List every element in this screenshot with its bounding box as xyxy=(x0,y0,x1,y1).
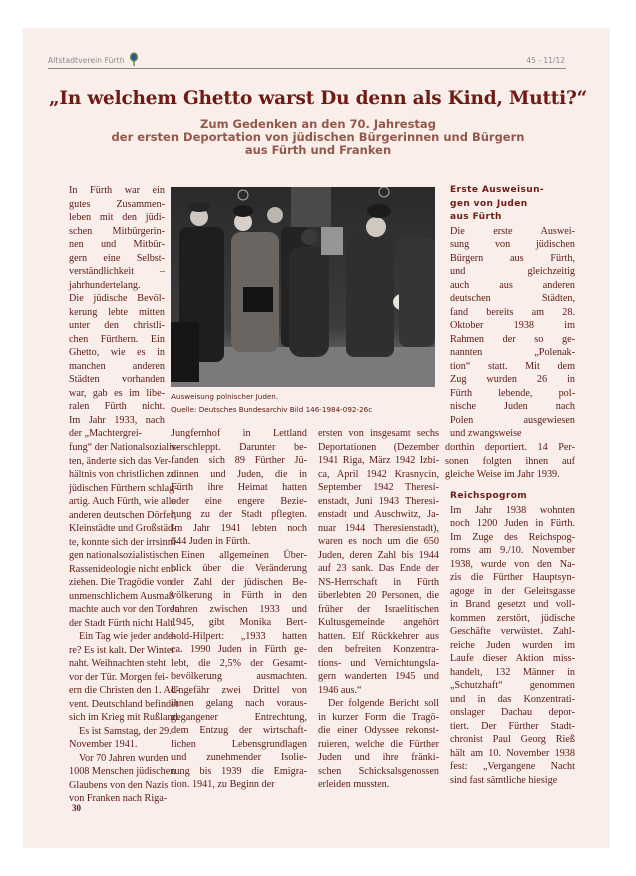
text-line: sind fast sämtliche hiesige xyxy=(450,774,558,786)
heading-line: gen von Juden xyxy=(450,198,528,209)
text-line: 1946 aus.“ xyxy=(318,684,362,696)
text-line: Im Jahr 1933, nach xyxy=(69,414,165,426)
text-line: ruieren, welche die Fürther xyxy=(318,738,439,750)
text-line: bevölkerung ausmachten. xyxy=(171,671,307,682)
text-line: hältnis von christlichen zu xyxy=(69,469,177,480)
text-line: vor der Tür. Morgen fei- xyxy=(69,671,169,683)
text-line: völkerung in Fürth in den xyxy=(171,590,307,601)
text-line: erleiden mussten. xyxy=(318,779,390,790)
text-line: oder eine engere Bezie- xyxy=(171,495,307,507)
text-line: Geschäfte verwüstet. Zahl- xyxy=(450,626,575,637)
heading-line: Erste Ausweisun- xyxy=(450,185,545,195)
text-line: Fürth ihre Heimat hatten xyxy=(171,482,307,493)
text-line: gleiche Weise im Jahr 1939. xyxy=(445,469,560,480)
paragraph xyxy=(69,752,176,806)
text-line: vent. Deutschland befindet xyxy=(69,698,179,710)
text-line: dorthin deportiert. 14 Per- xyxy=(445,442,575,453)
text-line: Im Zuge des Reichspog- xyxy=(450,531,575,543)
text-line: Vor 70 Jahren wurden xyxy=(79,752,169,764)
page-number: 30 xyxy=(72,803,81,813)
heading-line: aus Fürth xyxy=(450,212,502,222)
text-line: Kleinstädte und Großstäd- xyxy=(69,523,177,534)
text-line: nuar 1944 Theresienstadt), xyxy=(318,522,439,534)
article-subtitle xyxy=(30,118,606,157)
text-line: roms am 9./10. November xyxy=(450,545,575,556)
text-line: ern die Christen den 1. Ad- xyxy=(69,685,180,696)
text-line: Jahren zwischen 1933 und xyxy=(171,603,307,615)
text-line: nannten „Polenak- xyxy=(450,347,575,358)
text-line: fest: „Vergangene Nacht xyxy=(450,761,575,772)
text-line: Laufe dieser Aktion miss- xyxy=(450,653,575,664)
text-line: leben mit den jüdi- xyxy=(69,212,165,223)
tree-icon xyxy=(129,52,139,66)
text-line: sich im Krieg mit Rußland. xyxy=(69,712,181,723)
text-line: Oktober 1938 im xyxy=(450,320,575,331)
text-line: und gleichzeitig xyxy=(450,266,575,277)
text-line: NS-Herrschaft in Fürth xyxy=(318,576,439,588)
text-line: anderen deutschen Dörfer, xyxy=(69,509,177,521)
text-line: Ein Tag wie jeder ande- xyxy=(79,631,176,642)
text-line: verständlichkeit – xyxy=(69,266,165,277)
text-line: Fürth lebende, pol- xyxy=(450,387,575,399)
text-line: auch aus anderen xyxy=(450,279,575,291)
text-line: ralen Fürth nicht. xyxy=(69,401,165,412)
text-line: handelt, 132 Männer in xyxy=(450,666,575,678)
text-line: zis die Fürther Hauptsyn- xyxy=(450,572,575,583)
header-rule xyxy=(48,68,566,69)
text-line: chronist Paul Georg Rieß xyxy=(450,734,575,745)
text-line: verschleppt. Darunter be- xyxy=(171,441,307,453)
text-line: machte auch vor den Toren xyxy=(69,604,180,615)
paragraph xyxy=(445,441,575,482)
text-line: Es ist Samstag, der 29. xyxy=(79,725,172,737)
column-1-intro xyxy=(69,184,165,441)
text-line: Ungefähr zwei Drittel von xyxy=(171,684,307,696)
sidebar-section-ausweisung xyxy=(450,184,575,441)
text-line: tion“ statt. Mit dem xyxy=(450,360,575,372)
text-line: sonen folgten ihnen auf xyxy=(445,455,575,467)
text-line: Der folgende Bericht soll xyxy=(328,698,439,709)
text-line: hung zu der Stadt pflegten. xyxy=(171,509,307,520)
text-line: Städten vorhanden xyxy=(69,374,165,385)
text-line: Deportationen (Dezember xyxy=(318,441,439,453)
sidebar-section-reichspogrom xyxy=(450,490,575,787)
text-line: 1008 Menschen jüdischen xyxy=(69,766,176,777)
text-line: gern wanderten 1945 und xyxy=(318,671,439,682)
text-line: schen Schicksalsgenossen xyxy=(318,765,439,777)
text-line: November 1941. xyxy=(69,739,138,750)
subtitle-line: aus Fürth und Franken xyxy=(244,143,392,157)
text-line: artig. Auch Fürth, wie alle xyxy=(69,496,176,507)
text-line: ziehen. Die Tragödie von xyxy=(69,577,172,588)
text-line: war, gab es im libe- xyxy=(69,387,165,399)
text-line: noch 1200 Juden in Fürth. xyxy=(450,518,575,529)
text-line: onslager Dachau depor- xyxy=(450,707,575,718)
text-line: lichen Lebensgrundlagen xyxy=(171,738,307,750)
text-line: ihnen gelang nach voraus- xyxy=(171,698,307,709)
text-line: rung bis 1939 die Emigra- xyxy=(171,765,307,777)
text-line: 1941 Riga, März 1942 Izbi- xyxy=(318,455,439,466)
text-line: Jungfernhof in Lettland xyxy=(171,428,307,439)
text-line: Juden, deren Zahl bis 1944 xyxy=(318,549,439,561)
text-line: In Fürth war ein xyxy=(69,185,165,196)
text-line: Zug wurden 26 in xyxy=(450,374,575,385)
text-line: agoge in der Geleitsgasse xyxy=(450,585,575,597)
text-line: Juden und ihre fränki- xyxy=(318,752,439,763)
text-line: dem Entzug der wirtschaft- xyxy=(171,725,307,736)
text-line: und in das Konzentrati- xyxy=(450,693,575,705)
text-line: und zwangsweise xyxy=(450,428,522,439)
text-line: „Schutzhaft“ genommen xyxy=(450,680,575,691)
text-line: gen nationalsozialistischen xyxy=(69,550,179,561)
text-line: überlebten 20 Personen, die xyxy=(318,590,439,601)
text-line: Kultusgemeinde angehört xyxy=(318,617,439,628)
text-line: nen und Mitbür- xyxy=(69,239,165,250)
paragraph xyxy=(69,725,172,752)
paragraph xyxy=(450,504,575,788)
text-line: September 1942 Theresi- xyxy=(318,482,439,493)
text-line: Ghetto, wie es in xyxy=(69,347,165,358)
text-line: Im Jahr 1938 wohnten xyxy=(450,504,575,516)
text-line: und zunehmender Isolie- xyxy=(171,752,307,763)
text-line: dinnen und Juden, die in xyxy=(171,468,307,480)
text-line: jahrhundertelang. xyxy=(69,279,141,291)
text-line: ten, änderte sich das Ver- xyxy=(69,455,172,467)
text-line: nische Juden nach xyxy=(450,401,575,412)
photo-image xyxy=(171,187,435,387)
text-line: in kurzer Form die Tragö- xyxy=(318,711,439,723)
photo-caption xyxy=(171,391,441,416)
sidebar-section-ausweisung-end xyxy=(445,441,575,482)
text-line: fand bereits am 28. xyxy=(450,306,575,318)
text-line: schen Mitbürgerin- xyxy=(69,225,165,237)
paragraph xyxy=(318,427,439,697)
text-line: kerung lebte mitten xyxy=(69,306,165,318)
text-line: 1938, wurde von den Na- xyxy=(450,558,575,570)
paragraph xyxy=(69,630,181,725)
paragraph xyxy=(450,225,575,441)
text-line: Glaubens von den Nazis xyxy=(69,779,169,791)
column-1-body xyxy=(69,441,181,806)
text-line: re? Es ist kalt. Der Winter xyxy=(69,644,175,656)
text-line: Einen allgemeinen Über- xyxy=(181,549,307,561)
text-line: waren es noch um die 650 xyxy=(318,536,439,547)
text-line: der Stadt Fürth nicht Halt. xyxy=(69,617,176,629)
text-line: tions- und Vernichtungsla- xyxy=(318,657,439,669)
paragraph xyxy=(69,441,180,630)
text-line: unter den christli- xyxy=(69,320,165,331)
text-line: hält am 10. November 1938 xyxy=(450,747,575,759)
text-line: früher der Israelitischen xyxy=(318,603,439,615)
text-line: fung“ der Nationalsozialis- xyxy=(69,442,180,453)
text-line: kommen zerstört, jüdische xyxy=(450,612,575,624)
section-heading xyxy=(450,184,575,225)
text-line: manchen anderen xyxy=(69,360,165,372)
text-line: deutschen Städten, xyxy=(450,293,575,304)
column-2 xyxy=(171,427,307,792)
text-line: gern eine Selbst- xyxy=(69,252,165,264)
text-line: in Brand gesetzt und voll- xyxy=(450,599,575,610)
text-line: Polen ausgewiesen xyxy=(450,414,575,426)
caption-source: Quelle: Deutsches Bundesarchiv Bild 146-1984-092-26c xyxy=(171,404,373,414)
text-line: tion. 1941, zu Beginn der xyxy=(171,779,275,790)
issue-number: 45 - 11/12 xyxy=(526,56,565,65)
text-line: die einer Odyssee rekonst- xyxy=(318,725,439,736)
deportation-photo xyxy=(171,187,435,387)
subtitle-line: der ersten Deportation von jüdischen Bürgerinnen und Bürgern xyxy=(111,130,525,144)
text-line: 1945, gibt Monika Bert- xyxy=(171,617,307,628)
text-line: fanden sich 89 Fürther Jü- xyxy=(171,455,307,466)
text-line: ca. 1990 Juden in Fürth ge- xyxy=(171,644,307,655)
text-line: Im Jahr 1941 lebten noch xyxy=(171,522,307,534)
text-line: enstadt und Auschwitz, Ja- xyxy=(318,509,439,520)
text-line: gegangener Entrechtung, xyxy=(171,711,307,723)
text-line: te, konnte sich der irrsinni- xyxy=(69,536,180,548)
text-line: jüdischen Fürthern schlag- xyxy=(69,482,178,494)
text-line: hold-Hilpert: „1933 hatten xyxy=(171,630,307,642)
text-line: gutes Zusammen- xyxy=(69,198,165,210)
text-line: ersten von insgesamt sechs xyxy=(318,428,439,439)
paragraph xyxy=(171,549,307,792)
text-line: der Zahl der jüdischen Be- xyxy=(171,576,307,588)
text-line: enstadt, Juni 1943 Theresi- xyxy=(318,495,439,507)
publisher-name: Altstadtverein Fürth xyxy=(48,56,125,65)
text-line: von Franken nach Riga- xyxy=(69,793,168,804)
caption-title: Ausweisung polnischer Juden. xyxy=(171,392,279,401)
text-line: Die jüdische Bevöl- xyxy=(69,293,165,304)
text-line: Rahmen der so ge- xyxy=(450,333,575,345)
paragraph xyxy=(171,427,307,549)
column-3 xyxy=(318,427,439,792)
text-line: chen Fürthern. Ein xyxy=(69,333,165,345)
text-line: Rassenideologie nicht ent- xyxy=(69,563,178,575)
text-line: lebt, die 2,5% der Gesamt- xyxy=(171,657,307,669)
text-line: sung von jüdischen xyxy=(450,239,575,250)
text-line: naht. Weihnachten steht xyxy=(69,658,167,669)
text-line: blick über die Veränderung xyxy=(171,563,307,574)
text-line: den befreiten Konzentra- xyxy=(318,644,439,655)
text-line: reiche Juden wurden im xyxy=(450,639,575,651)
section-heading: Reichspogrom xyxy=(450,491,528,501)
text-line: hatten. Elf Rückkehrer aus xyxy=(318,630,439,642)
text-line: ca, April 1942 Krasnycin, xyxy=(318,468,439,480)
subtitle-line: Zum Gedenken an den 70. Jahrestag xyxy=(200,117,436,131)
text-line: auf 23 sank. Das Ende der xyxy=(318,563,439,574)
text-line: der „Machtergrei- xyxy=(69,428,143,439)
text-line: 644 Juden in Fürth. xyxy=(171,536,251,547)
paragraph xyxy=(318,697,439,792)
text-line: Bürgern aus Fürth, xyxy=(450,252,575,264)
text-line: tiert. Der Fürther Stadt- xyxy=(450,720,575,732)
text-line: unmenschlichem Ausmaß xyxy=(69,590,174,602)
text-line: Die erste Auswei- xyxy=(450,225,575,237)
article-title: „In welchem Ghetto warst Du denn als Kind, Mutti?“ xyxy=(48,88,588,109)
